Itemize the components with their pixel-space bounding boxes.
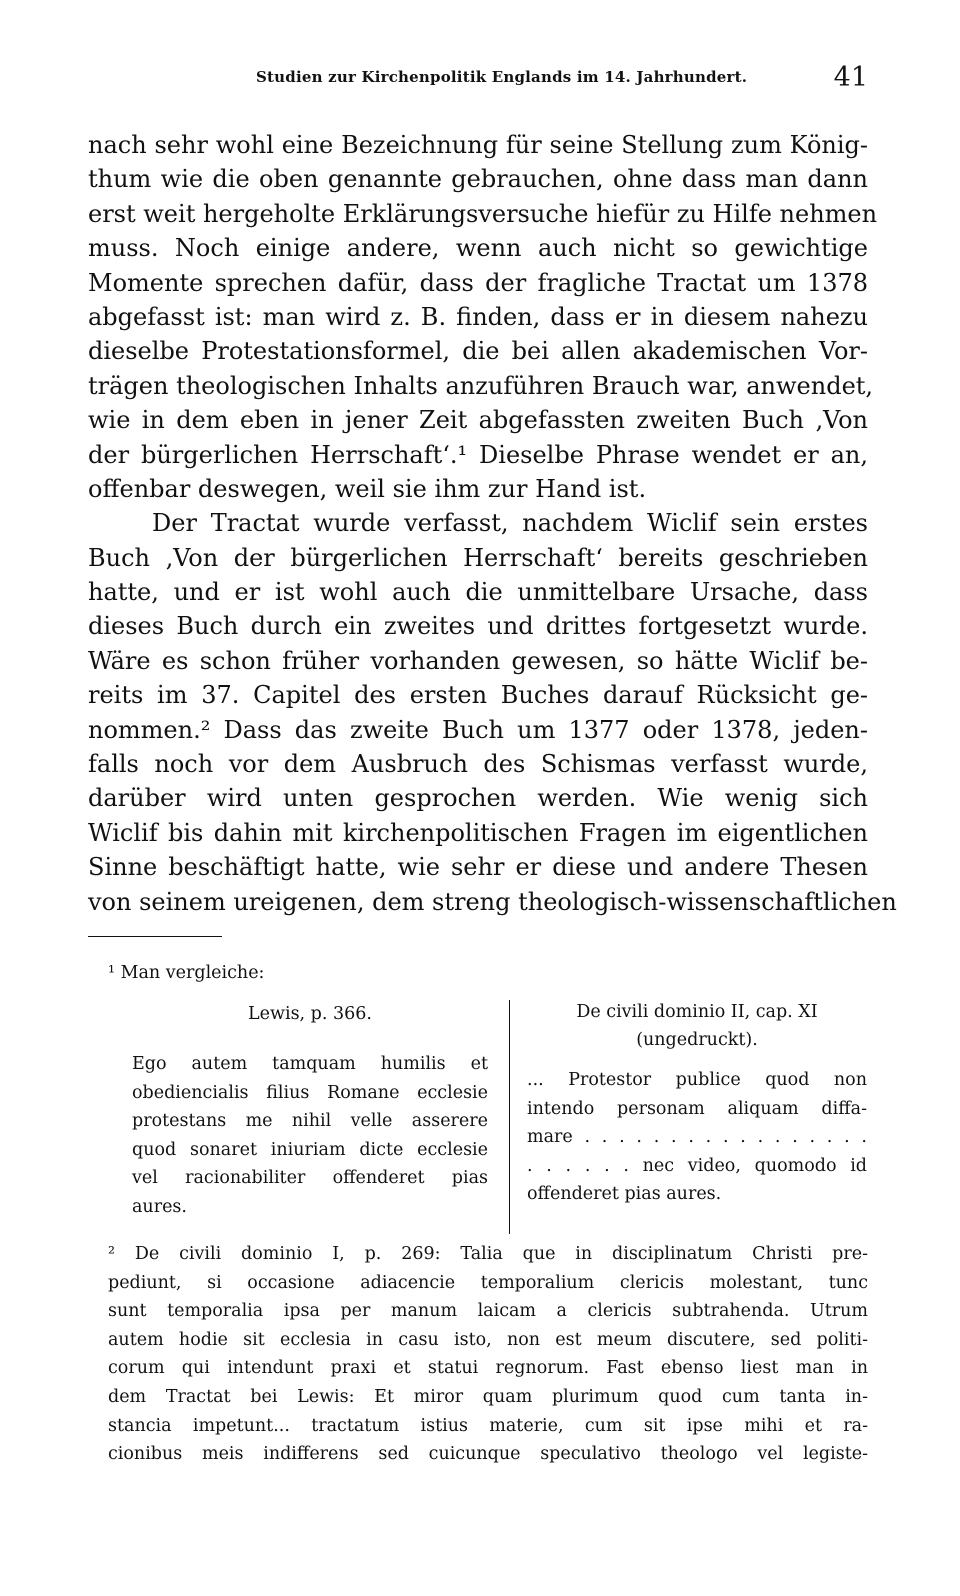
quote-line: protestans me nihil velle asserere	[132, 1111, 488, 1132]
text-line: Der Tractat wurde verfasst, nachdem Wiclif sein erstes	[152, 509, 868, 538]
footnote-line: pediunt, si occasione adiacencie temporalium clericis molestant, tunc	[108, 1272, 868, 1293]
quote-line: offenderet pias aures.	[527, 1184, 722, 1205]
text-line: Buch ‚Von der bürgerlichen Herrschaft‘ bereits geschrieben	[88, 543, 868, 572]
text-line: erst weit hergeholte Erklärungsversuche hiefür zu Hilfe nehmen	[88, 199, 878, 228]
text-line: falls noch vor dem Ausbruch des Schismas verfasst wurde,	[88, 750, 868, 779]
text-line: trägen theologischen Inhalts anzuführen Brauch war, anwendet,	[88, 371, 874, 400]
footnote-1-left-column	[132, 1004, 488, 1222]
text-line: dieselbe Protestationsformel, die bei allen akademischen Vor-	[88, 337, 868, 366]
left-column-heading: Lewis, p. 366.	[248, 1004, 372, 1024]
text-line: darüber wird unten gesprochen werden. Wie wenig sich	[88, 784, 868, 813]
right-heading-line: (ungedruckt).	[636, 1030, 758, 1050]
footnote-line: ² De civili dominio I, p. 269: Talia que in disciplinatum Christi pre-	[108, 1244, 868, 1264]
footnote-1-label: ¹ Man vergleiche:	[108, 963, 265, 983]
text-line: muss. Noch einige andere, wenn auch nicht so gewichtige	[88, 234, 868, 263]
page-header	[88, 62, 868, 98]
footnote-1-right-column	[527, 998, 867, 1209]
right-column-heading	[527, 998, 867, 1054]
footnote-2	[108, 1240, 868, 1469]
text-line: abgefasst ist: man wird z. B. finden, dass er in diesem nahezu	[88, 302, 868, 331]
footnote-line: cionibus meis indifferens sed cuicunque speculativo theologo vel legiste-	[108, 1444, 868, 1465]
quote-line: . . . . . . nec video, quomodo id	[527, 1155, 867, 1176]
quote-line: quod sonaret iniuriam dicte ecclesie	[132, 1139, 488, 1160]
footnote-line: stancia impetunt... tractatum istius materie, cum sit ipse mihi et ra-	[108, 1415, 868, 1436]
quote-line: mare . . . . . . . . . . . . . . . . .	[527, 1127, 867, 1148]
quote-line: obediencialis filius Romane ecclesie	[132, 1082, 488, 1103]
text-line: Wiclif bis dahin mit kirchenpolitischen Fragen im eigentlichen	[88, 818, 868, 847]
page-number: 41	[833, 62, 868, 93]
quote-line: aures.	[132, 1196, 187, 1217]
text-line: thum wie die oben genannte gebrauchen, ohne dass man dann	[88, 165, 868, 194]
text-line: dieses Buch durch ein zweites und drittes fortgesetzt wurde.	[88, 612, 868, 641]
text-line: nommen.² Dass das zweite Buch um 1377 oder 1378, jeden-	[88, 715, 868, 744]
text-line: Sinne beschäftigt hatte, wie sehr er diese und andere Thesen	[88, 853, 868, 882]
text-line: Momente sprechen dafür, dass der fragliche Tractat um 1378	[88, 268, 868, 297]
text-line: nach sehr wohl eine Bezeichnung für seine Stellung zum König-	[88, 131, 868, 159]
main-text	[88, 128, 897, 919]
text-line: wie in dem eben in jener Zeit abgefassten zweiten Buch ‚Von	[88, 406, 868, 435]
footnote-line: autem hodie sit ecclesia in casu isto, non est meum discutere, sed politi-	[108, 1329, 868, 1350]
column-divider	[509, 1000, 510, 1234]
footnote-line: dem Tractat bei Lewis: Et miror quam plurimum quod cum tanta in-	[108, 1386, 868, 1407]
text-line: Wäre es schon früher vorhanden gewesen, so hätte Wiclif be-	[88, 646, 868, 675]
text-line: offenbar deswegen, weil sie ihm zur Hand ist.	[88, 474, 647, 503]
quote-line: vel racionabiliter offenderet pias	[132, 1168, 488, 1189]
footnote-divider	[88, 936, 222, 937]
text-line: reits im 37. Capitel des ersten Buches darauf Rücksicht ge-	[88, 681, 868, 710]
footnote-line: sunt temporalia ipsa per manum laicam a clericis subtrahenda. Utrum	[108, 1301, 868, 1322]
text-line: der bürgerlichen Herrschaft‘.¹ Dieselbe Phrase wendet er an,	[88, 440, 868, 469]
running-title: Studien zur Kirchenpolitik Englands im 14. Jahrhundert.	[256, 68, 748, 86]
footnote-line: corum qui intendunt praxi et statui regnorum. Fast ebenso liest man in	[108, 1358, 868, 1379]
quote-line: ... Protestor publice quod non	[527, 1070, 867, 1090]
text-line: hatte, und er ist wohl auch die unmittelbare Ursache, dass	[88, 578, 868, 607]
text-line: von seinem ureigenen, dem streng theologisch-wissenschaftlichen	[88, 887, 897, 916]
quote-line: intendo personam aliquam diffa-	[527, 1098, 867, 1119]
right-heading-line: De civili dominio II, cap. XI	[576, 1002, 818, 1022]
quote-line: Ego autem tamquam humilis et	[132, 1054, 488, 1074]
